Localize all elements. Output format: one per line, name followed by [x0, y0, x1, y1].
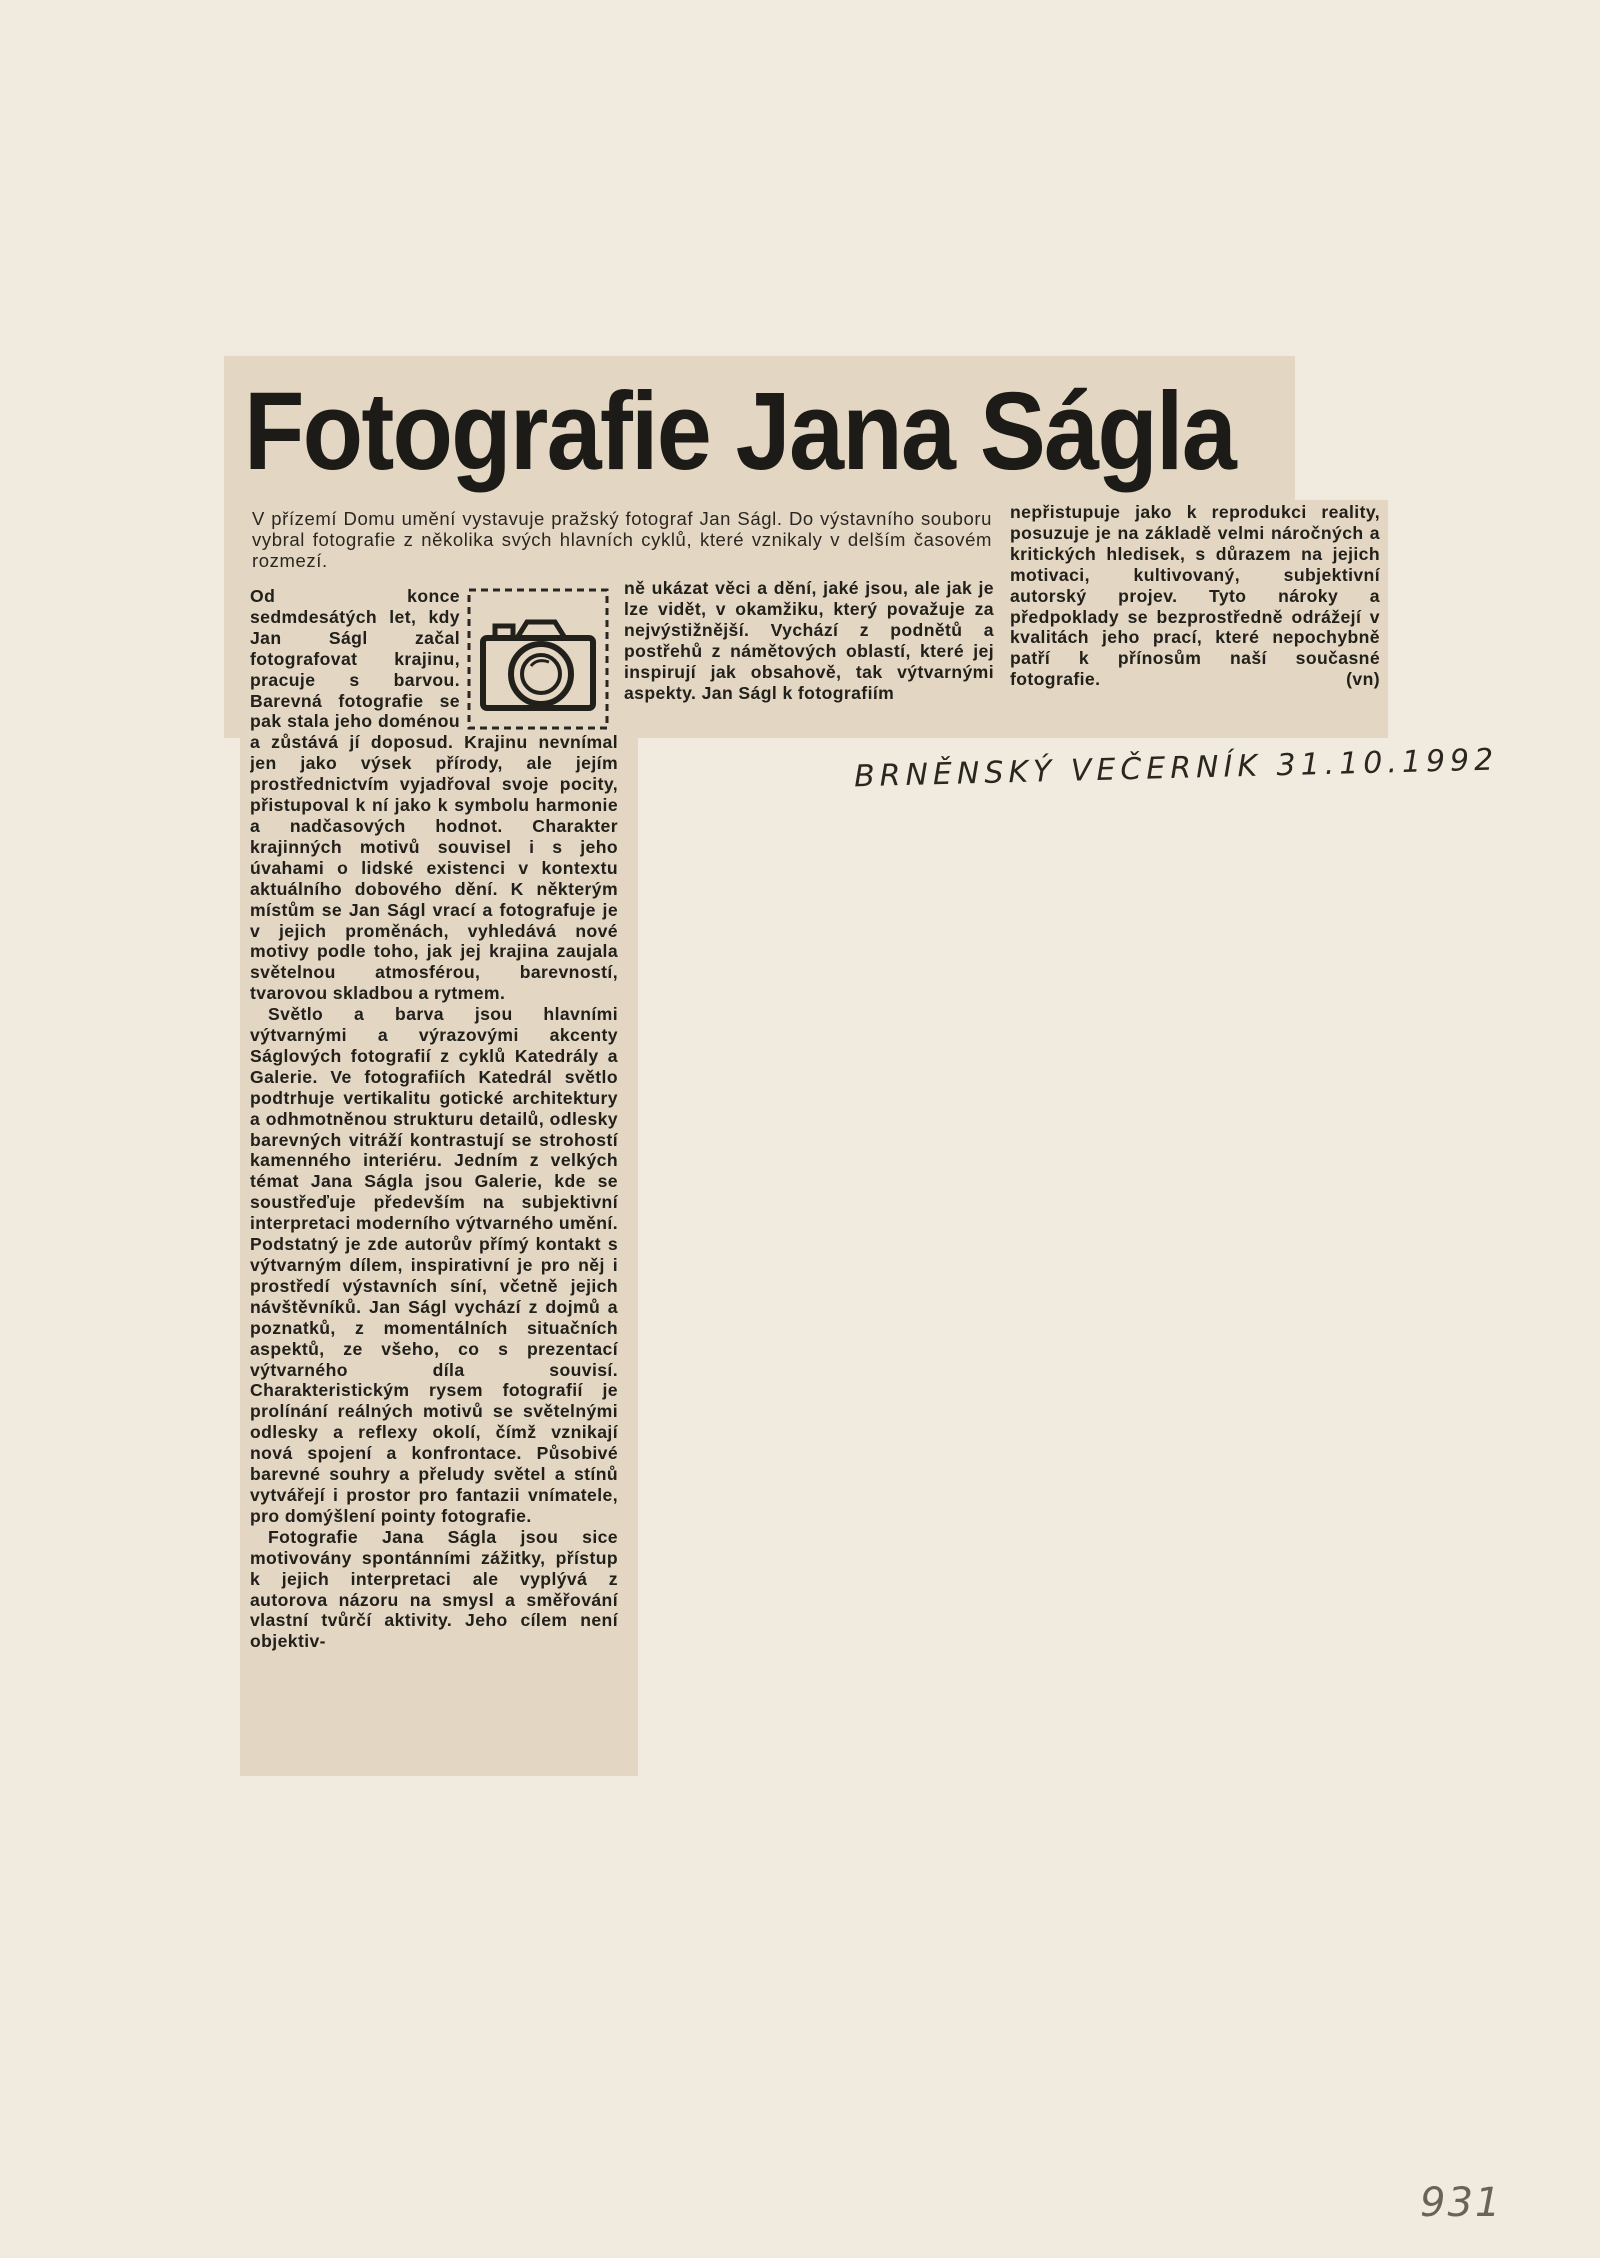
camera-icon — [465, 586, 611, 732]
column-1-paragraph-3: Fotografie Jana Ságla jsou sice motivovány spontánními zážitky, přístup k jejich interpretaci ale vyplývá z autorova názoru na smysl a směřování vlastní tvůrčí aktivity. Jeho cílem není objektiv- — [250, 1526, 618, 1652]
column-3-body: nepřistupuje jako k reprodukci reality, posuzuje je na základě velmi náročných a kritických hledisek, s důrazem na jejich motivaci, kultivovaný, subjektivní autorský projev. Tyto nároky a předpoklady se bezprostředně odrážejí v kvalitách jeho prací, které nepochybně patří k přínosům naší současné fotografie. — [1010, 502, 1380, 690]
article-column-3 — [1010, 502, 1380, 728]
page-number: 931 — [1420, 2180, 1503, 2226]
handwritten-source-note: BRNĚNSKÝ VEČERNÍK 31.10.1992 — [853, 742, 1499, 795]
article-headline: Fotografie Jana Ságla — [244, 370, 1235, 493]
author-signature: (vn) — [1346, 669, 1380, 690]
article-column-2 — [624, 578, 994, 726]
article-column-1 — [250, 586, 618, 1762]
column-1-paragraph-1: Od konce sedmdesátých let, kdy Jan Ságl začal fotografovat krajinu, pracuje s barvou. Barevná fotografie se pak stala jeho doménou a zůstává jí doposud. Krajinu nevnímal jen jako výsek přírody, ale jejím prostřednictvím vyjadřoval svoje pocity, přistupoval k ní jako k symbolu harmonie a nadčasových hodnot. Charakter krajinných motivů souvisel i s jeho úvahami o lidské existenci v kontextu aktuálního dobového dění. K některým místům se Jan Ságl vrací a fotografuje je v jejich proměnách, vyhledává nové motivy podle toho, jak jej krajina zaujala světelnou atmosférou, barevností, tvarovou skladbou a rytmem. — [250, 586, 618, 1004]
column-1-paragraph-2: Světlo a barva jsou hlavními výtvarnými a výrazovými akcenty Ságlových fotografií z cyklů Katedrály a Galerie. Ve fotografiích Katedrál světlo podtrhuje vertikalitu gotické architektury a odhmotněnou strukturu detailů, odlesky barevných vitráží kontrastují se strohostí kamenného interiéru. Jedním z velkých témat Jana Ságla jsou Galerie, kde se soustřeďuje především na subjektivní interpretaci moderního výtvarného umění. Podstatný je zde autorův přímý kontakt s výtvarným dílem, inspirativní je pro něj i prostředí výstavních síní, včetně jejich návštěvníků. Jan Ságl vychází z dojmů a poznatků, z momentálních situačních aspektů, ze všeho, co s prezentací výtvarného díla souvisí. Charakteristickým rysem fotografií je prolínání reálných motivů se světelnými odlesky a reflexy okolí, čímž vznikají nová spojení a konfrontace. Působivé barevné souhry a přeludy světel a stínů vytvářejí i prostor pro fantazii vnímatele, pro domýšlení pointy fotografie. — [250, 1004, 618, 1526]
article-lead: V přízemí Domu umění vystavuje pražský fotograf Jan Ságl. Do výstavního souboru vybral fotografie z několika svých hlavních cyklů, které vznikaly v delším časovém rozmezí. — [252, 508, 992, 571]
column-2-text: ně ukázat věci a dění, jaké jsou, ale jak je lze vidět, v okamžiku, který považuje za nejvýstižnější. Vychází z podnětů a postřehů z námětových oblastí, které jej inspirují jak obsahově, tak výtvarnými aspekty. Jan Ságl k fotografiím — [624, 578, 994, 703]
column-3-text — [1010, 502, 1380, 690]
